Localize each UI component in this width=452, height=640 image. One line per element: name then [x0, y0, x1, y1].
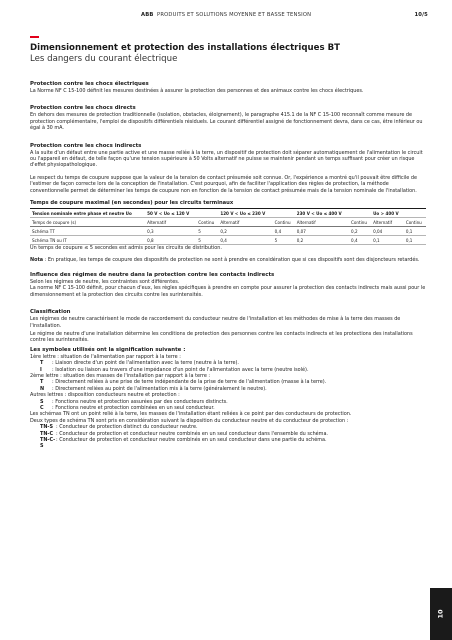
table-header-cell	[273, 209, 295, 218]
table-cell: 0,04	[371, 227, 404, 236]
symbols-second-letter: 2ème lettre : situation des masses de l'installation par rapport à la terre :	[30, 372, 211, 379]
paragraph-indirects-1: A la suite d'un défaut entre une partie active et une masse reliée à la terre, un dispositif de protection doit séparer automatiquement de l'alimentation le circuit ou l'appareil en défaut, de telle façon qu'une tension supérieure à 50 Volts alternatif ne puisse se maintenir pendant un temps suffisant pour créer un risque d'effet physiopathologique.	[30, 149, 423, 169]
page-number: 10/5	[414, 12, 428, 18]
table-header-cell: 120 V < Uo ≤ 230 V	[218, 209, 272, 218]
table-cell: Continu	[349, 218, 371, 227]
heading-classification: Classification	[30, 309, 71, 316]
heading-symbols: Les symboles utilisés ont la signification suivante :	[30, 346, 186, 353]
table-note: Un temps de coupure ≤ 5 secondes est admis pour les circuits de distribution.	[30, 245, 222, 252]
paragraph-directs: En dehors des mesures de protection traditionnelle (isolation, obstacles, éloignement), le paragraphe 415.1 de la NF C 15-100 reconnaît comme mesure de protection complémentaire, l'emploi de dispositifs différentiels résiduels. Le courant différentiel assigné de fonctionnement devra, dans ce cas, être inférieur ou égal à 30 mA.	[30, 112, 423, 132]
heading-influence: Influence des régimes de neutre dans la protection contre les contacts indirects	[30, 271, 275, 278]
table-header-cell	[404, 209, 426, 218]
table-row	[30, 236, 426, 245]
symbol-item: C : Fonctions neutre et protection combinées en un seul conducteur.	[40, 404, 215, 411]
table-header-cell	[349, 209, 371, 218]
table-cell: 0,2	[295, 236, 349, 245]
table-cell: 5	[196, 227, 218, 236]
table-cell: 0,8	[145, 236, 196, 245]
table-row	[30, 227, 426, 236]
chapter-tab	[430, 588, 452, 640]
table-subheader-row	[30, 218, 426, 227]
paragraph-tn-1: Les schémas TN ont un point relié à la terre, les masses de l'installation étant reliées à ce point par des conducteurs de protection.	[30, 411, 352, 418]
symbols-other-letters: Autres lettres : disposition conducteurs neutre et protection :	[30, 392, 180, 399]
table-cell: Alternatif	[218, 218, 272, 227]
table-cell: 0,3	[145, 227, 196, 236]
paragraph-classification-1: Les régimes de neutre caractérisent le mode de raccordement du conducteur neutre de l'installation et les méthodes de mise à la terre des masses de l'installation.	[30, 316, 401, 329]
table-cell: Temps de coupure (s)	[30, 218, 145, 227]
table-cell: 0,4	[273, 227, 295, 236]
page-header	[24, 12, 428, 22]
paragraph-influence: La norme NF C 15-100 définit, pour chacun d'eux, les règles spécifiques à prendre en compte pour assurer la protection des contacts indirects mais aussi pour le dimensionnement et la protection des circuits contre les surintensités.	[30, 285, 426, 298]
paragraph-tn-2: Deux types de schéma TN sont pris en considération suivant la disposition du conducteur neutre et du conducteur de protection :	[30, 417, 349, 424]
table-cell: 0,4	[349, 236, 371, 245]
symbol-item: I : Isolation ou liaison au travers d'une impédance d'un point de l'alimentation avec la terre (neutre isolé).	[40, 366, 309, 373]
tn-item: TN-C : Conducteur de protection et conducteur neutre combinés en un seul conducteur dans l'ensemble du schéma.	[40, 430, 328, 437]
table-header-cell: Uo > 400 V	[371, 209, 404, 218]
nota-text: : En pratique, les temps de coupure des dispositifs de protection ne sont à prendre en considération que si ces dispositifs sont des disjoncteurs retardés.	[43, 257, 420, 264]
accent-bar	[30, 36, 39, 38]
table-header-row	[30, 209, 426, 218]
symbol-item: T : Liaison directe d'un point de l'alimentation avec la terre (neutre à la terre).	[40, 360, 239, 367]
table-cell: 0,2	[218, 227, 272, 236]
chapter-number: 10	[436, 609, 445, 619]
symbol-item: T : Directement reliées à une prise de terre indépendante de la prise de terre de l'alimentation (masse à la terre).	[40, 379, 327, 386]
brand-logo: ABB	[141, 12, 154, 18]
table-header-cell: Tension nominale entre phase et neutre Uo	[30, 209, 145, 218]
nota-label: Nota	[30, 257, 44, 264]
table-cell: 0,4	[218, 236, 272, 245]
table-cell: Schéma TN ou IT	[30, 236, 145, 245]
table-cell: 0,1	[404, 236, 426, 245]
table-header-cell	[196, 209, 218, 218]
heading-chocs: Protection contre les chocs électriques	[30, 81, 149, 87]
symbol-item: N : Directement reliées au point de l'alimentation mis à la terre (généralement le neutre).	[40, 385, 267, 392]
table-cell: 0,1	[404, 227, 426, 236]
heading-directs: Protection contre les chocs directs	[30, 105, 136, 112]
paragraph-chocs: La Norme NF C 15-100 définit les mesures destinées à assurer la protection des personnes et des animaux contre les chocs électriques.	[30, 88, 364, 94]
table-cell: 5	[273, 236, 295, 245]
table-cell: Alternatif	[295, 218, 349, 227]
symbol-item: S : Fonctions neutre et protection assurées par des conducteurs distincts.	[40, 398, 228, 405]
table-cell: 5	[196, 236, 218, 245]
table-cell: Continu	[196, 218, 218, 227]
table-title: Temps de coupure maximal (en secondes) pour les circuits terminaux	[30, 200, 234, 207]
table-cell: 0,2	[349, 227, 371, 236]
table-cell: Alternatif	[371, 218, 404, 227]
page-subtitle: Les dangers du courant électrique	[30, 54, 178, 64]
paragraph-influence-sub: Selon les régimes de neutre, les contraintes sont différentes.	[30, 278, 180, 285]
table-cell: Alternatif	[145, 218, 196, 227]
page-title: Dimensionnement et protection des installations électriques BT	[30, 43, 340, 53]
tn-item: TN-S : Conducteur de protection distinct du conducteur neutre.	[40, 424, 198, 431]
table-cell: 0,07	[295, 227, 349, 236]
nota-paragraph	[30, 257, 426, 263]
heading-indirects: Protection contre les chocs indirects	[30, 142, 142, 149]
tn-item: TN-C-S : Conducteur de protection et conducteur neutre combinés en un seul conducteur dans une partie du schéma.	[40, 437, 327, 450]
table-cell: Schéma TT	[30, 227, 145, 236]
table-header-cell: 50 V < Uo ≤ 120 V	[145, 209, 196, 218]
table-header-cell: 230 V < Uo ≤ 400 V	[295, 209, 349, 218]
section-title: PRODUITS ET SOLUTIONS MOYENNE ET BASSE TENSION	[157, 12, 312, 18]
table-cell: Continu	[273, 218, 295, 227]
coupure-table	[30, 208, 426, 245]
paragraph-classification-2: Le régime de neutre d'une installation détermine les conditions de protection des personnes contre les contacts indirects et les protections des installations contre les surintensités.	[30, 330, 413, 344]
table-cell: Continu	[404, 218, 426, 227]
main-content	[30, 43, 426, 450]
table-cell: 0,1	[371, 236, 404, 245]
paragraph-indirects-2: Le respect du temps de coupure suppose que la valeur de la tension de contact présumée soit connue. Or, l'expérience a montré qu'il pouvait être difficile de l'estimer de façon correcte lors de la conception de l'installation. C'est pourquoi, afin de faciliter l'application des règles de protection, la méthode conventionnelle permet de déterminer les temps de coupure non en fonction de la tension de contact présumée mais de la tension nominale de l'installation.	[30, 174, 417, 194]
symbols-first-letter: 1ère lettre : situation de l'alimentation par rapport à la terre :	[30, 353, 181, 360]
